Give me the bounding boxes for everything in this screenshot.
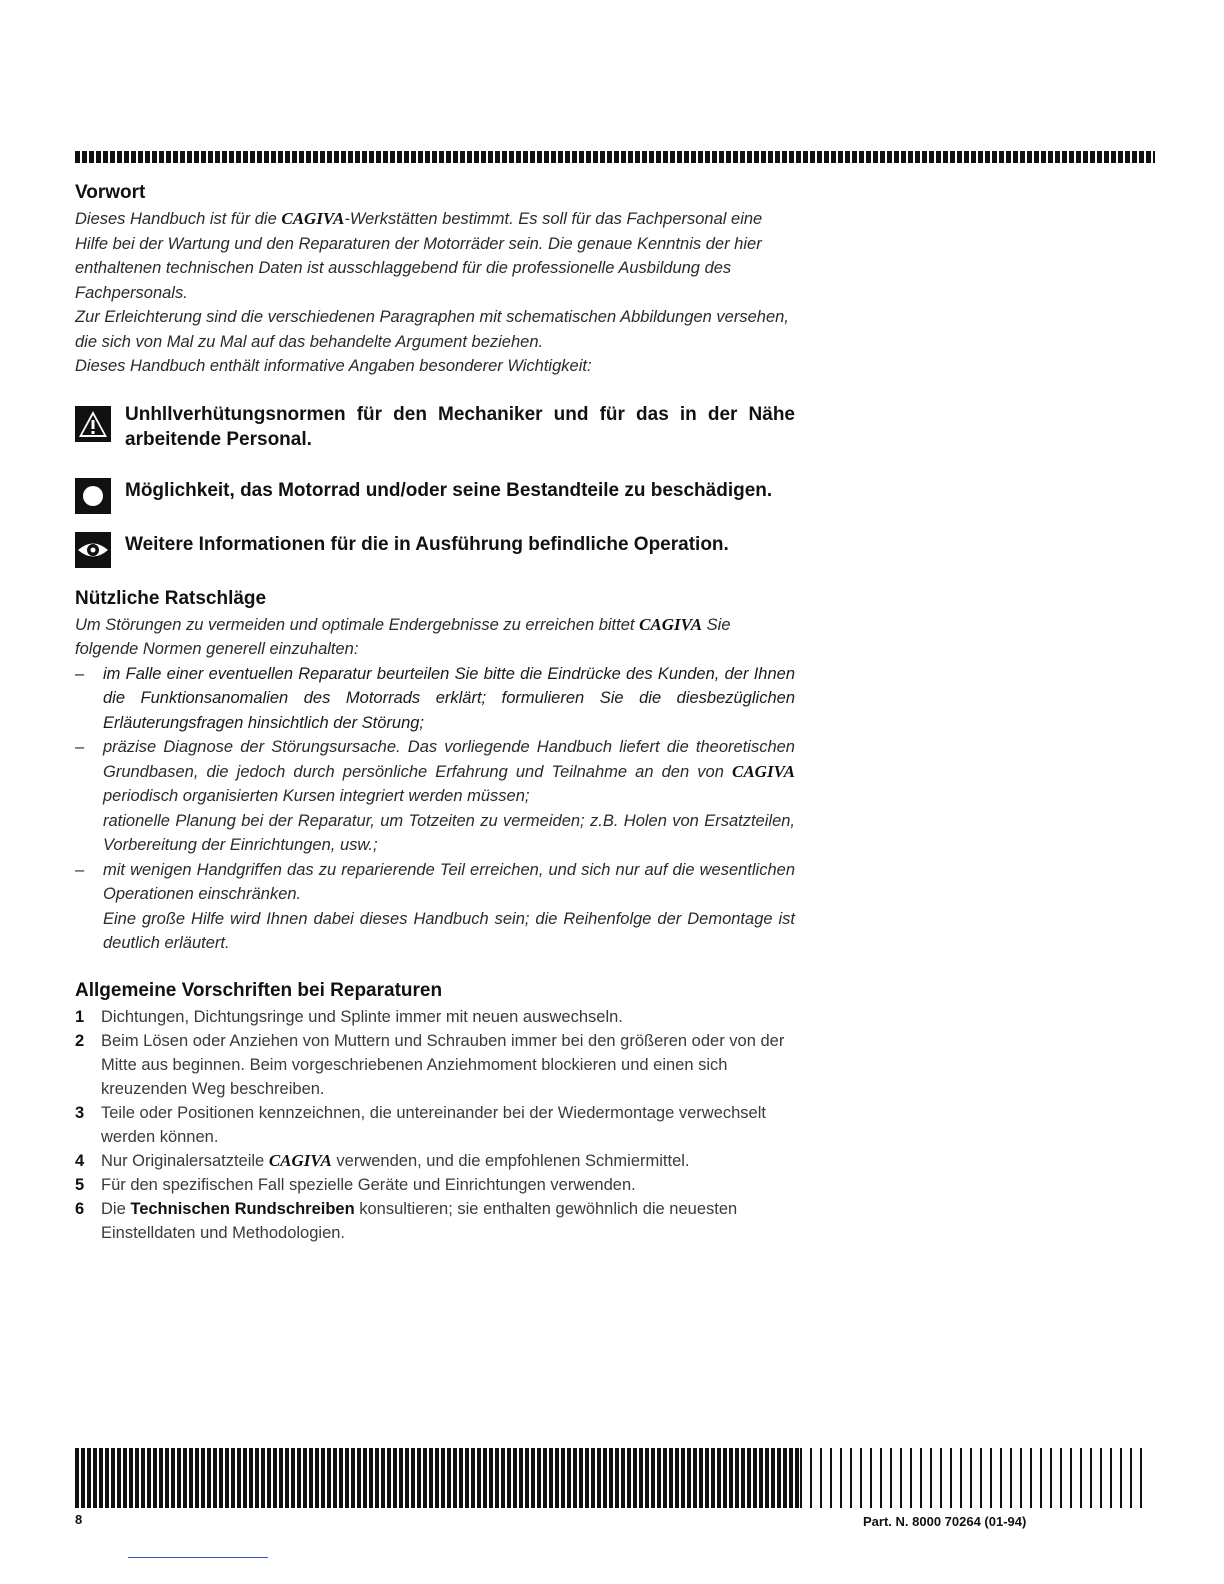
list-item: – präzise Diagnose der Störungsursache. Das vorliegende Handbuch liefert die theoretischen Grundbasen, die jedoch durch persönliche Erfahrung und Teilnahme an den von CAGIVA periodisch organisierten Kursen integriert werden müssen; rationelle Planung bei der Reparatur, um Totzeiten zu vermeiden; z.B. Holen von Ersatzteilen, Vorbereitung der Einrichtungen, usw.; xyxy=(75,735,795,858)
list-item: – im Falle einer eventuellen Reparatur beurteilen Sie bitte die Eindrücke des Kunden, der Ihnen die Funktionsanomalien des Motorrads erklärt; formulieren Sie die diesbezüglichen Erläuterungsfragen hinsichtlich der Störung; xyxy=(75,662,795,736)
eye-icon xyxy=(75,532,111,568)
symbol-warning-text: Unhllverhütungsnormen für den Mechaniker und für das in der Nähe arbeitende Personal. xyxy=(125,403,795,450)
section-vorschriften xyxy=(75,980,795,1245)
technische-rundschreiben: Technischen Rundschreiben xyxy=(130,1199,355,1218)
page-number: 8 xyxy=(75,1512,83,1527)
symbol-damage-row xyxy=(75,478,795,514)
section-ratschlaege xyxy=(75,588,795,956)
vorwort-title: Vorwort xyxy=(75,182,146,203)
warning-triangle-icon xyxy=(75,406,111,442)
symbol-info-row xyxy=(75,532,795,568)
vorwort-paragraph-2: Zur Erleichterung sind die verschiedenen Paragraphen mit schematischen Abbildungen versehen, die sich von Mal zu Mal auf das behandelte Argument beziehen. xyxy=(75,308,789,351)
footer-barcode-fade xyxy=(800,1448,1145,1508)
vorschriften-list xyxy=(75,1005,795,1245)
list-item: 1 Dichtungen, Dichtungsringe und Splinte immer mit neuen auswechseln. xyxy=(75,1007,623,1026)
link-underline xyxy=(128,1557,268,1558)
vorschriften-title: Allgemeine Vorschriften bei Reparaturen xyxy=(75,979,443,1001)
ratschlaege-list xyxy=(75,662,795,907)
ratschlaege-closing: Eine große Hilfe wird Ihnen dabei dieses Handbuch sein; die Reihenfolge der Demontage ist deutlich erläutert. xyxy=(103,909,795,952)
brand-cagiva: CAGIVA xyxy=(281,209,345,228)
brand-cagiva: CAGIVA xyxy=(639,614,703,634)
vorwort-paragraph-1: Dieses Handbuch ist für die CAGIVA-Werkstätten bestimmt. Es soll für das Fachpersonal eine Hilfe bei der Wartung und den Reparaturen der Motorräder sein. Die genaue Kenntnis der hier enthaltenen technischen Daten ist ausschlaggebend für die professionelle Ausbildung des Fachpersonals. xyxy=(75,209,763,302)
ratschlaege-title: Nützliche Ratschläge xyxy=(75,587,267,609)
brand-cagiva: CAGIVA xyxy=(732,761,795,781)
list-item: 4 Nur Originalersatzteile CAGIVA verwenden, und die empfohlenen Schmiermittel. xyxy=(75,1150,690,1170)
list-item: – mit wenigen Handgriffen das zu reparierende Teil erreichen, und sich nur auf die wesentlichen Operationen einschränken. xyxy=(75,858,795,907)
list-item: 6 Die Technischen Rundschreiben konsultieren; sie enthalten gewöhnlich die neuesten Einstelldaten und Methodologien. xyxy=(75,1199,738,1242)
symbol-info-text: Weitere Informationen für die in Ausführung befindliche Operation. xyxy=(125,533,729,555)
symbol-damage-text: Möglichkeit, das Motorrad und/oder seine Bestandteile zu beschädigen. xyxy=(125,479,773,501)
list-item: 2 Beim Lösen oder Anziehen von Muttern und Schrauben immer bei den größeren oder von der Mitte aus beginnen. Beim vorgeschriebenen Anziehmoment blockieren und einen sich kreuzenden Weg beschreiben. xyxy=(75,1031,785,1098)
symbol-warning-row xyxy=(75,402,795,452)
list-item: 3 Teile oder Positionen kennzeichnen, die untereinander bei der Wiedermontage verwechselt werden können. xyxy=(75,1103,766,1146)
ratschlaege-intro: Um Störungen zu vermeiden und optimale Endergebnisse zu erreichen bittet CAGIVA Sie folgende Normen generell einzuhalten: xyxy=(75,614,731,658)
circle-stop-icon xyxy=(75,478,111,514)
section-vorwort xyxy=(75,182,795,379)
part-number: Part. N. 8000 70264 (01-94) xyxy=(863,1514,1027,1529)
brand-cagiva: CAGIVA xyxy=(268,1150,332,1170)
vorwort-paragraph-3: Dieses Handbuch enthält informative Angaben besonderer Wichtigkeit: xyxy=(75,357,592,375)
page-content xyxy=(75,182,795,1245)
top-rule xyxy=(75,151,1155,163)
list-item: 5 Für den spezifischen Fall spezielle Geräte und Einrichtungen verwenden. xyxy=(75,1175,636,1194)
